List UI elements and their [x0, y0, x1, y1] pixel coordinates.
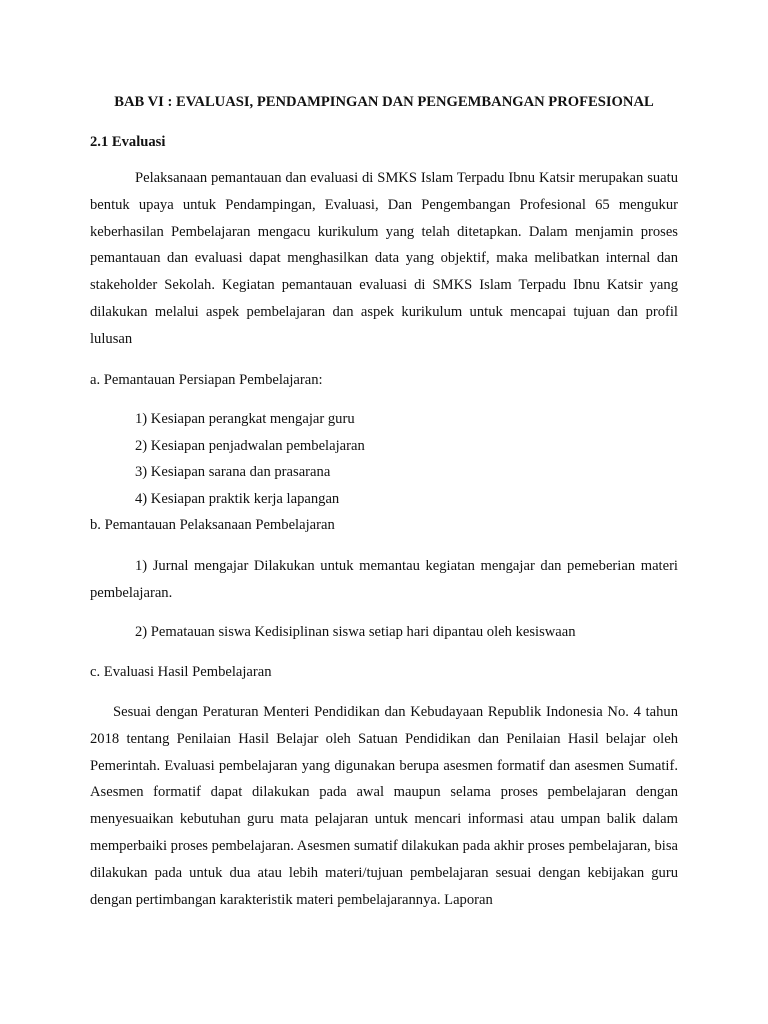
chapter-title: BAB VI : EVALUASI, PENDAMPINGAN DAN PENGEMBANGAN PROFESIONAL — [114, 94, 654, 110]
subsection-b-item-2: 2) Pematauan siswa Kedisiplinan siswa setiap hari dipantau oleh kesiswaan — [135, 624, 576, 640]
list-item: 2) Kesiapan penjadwalan pembelajaran — [135, 438, 365, 454]
list-item: 4) Kesiapan praktik kerja lapangan — [135, 491, 340, 507]
intro-paragraph: Pelaksanaan pemantauan dan evaluasi di SMKS Islam Terpadu Ibnu Katsir merupakan suatu bentuk upaya untuk Pendampingan, Evaluasi, Dan Pengembangan Profesional 65 mengukur keberhasilan Pembelajaran mengacu kurikulum yang telah ditetapkan. Dalam menjamin proses pemantauan dan evaluasi dapat menghasilkan data yang objektif, maka melibatkan internal dan stakeholder Sekolah. Kegiatan pemantauan evaluasi di SMKS Islam Terpadu Ibnu Katsir yang dilakukan melalui aspek pembelajaran dan aspek kurikulum untuk mencapai tujuan dan profil lulusan — [90, 170, 678, 347]
subsection-a-heading: a. Pemantauan Persiapan Pembelajaran: — [90, 372, 323, 388]
section-title: 2.1 Evaluasi — [90, 134, 166, 150]
subsection-b-item-1: 1) Jurnal mengajar Dilakukan untuk memantau kegiatan mengajar dan pemeberian materi pembelajaran. — [90, 558, 678, 601]
list-item: 3) Kesiapan sarana dan prasarana — [135, 464, 331, 480]
list-item: 1) Kesiapan perangkat mengajar guru — [135, 411, 355, 427]
subsection-c-heading: c. Evaluasi Hasil Pembelajaran — [90, 664, 272, 680]
subsection-b-heading: b. Pemantauan Pelaksanaan Pembelajaran — [90, 517, 335, 533]
subsection-c-paragraph: Sesuai dengan Peraturan Menteri Pendidikan dan Kebudayaan Republik Indonesia No. 4 tahun 2018 tentang Penilaian Hasil Belajar oleh Satuan Pendidikan dan Penilaian Hasil belajar oleh Pemerintah. Evaluasi pembelajaran yang digunakan berupa asesmen formatif dan asesmen Sumatif. Asesmen formatif dapat dilakukan pada awal maupun selama proses pembelajaran dengan menyesuaikan kebutuhan guru mata pelajaran untuk mencari informasi atau umpan balik dalam memperbaiki proses pembelajaran. Asesmen sumatif dilakukan pada akhir proses pembelajaran, bisa dilakukan pada untuk dua atau lebih materi/tujuan pembelajaran sesuai dengan kebijakan guru dengan pertimbangan karakteristik materi pembelajarannya. Laporan — [90, 704, 678, 908]
